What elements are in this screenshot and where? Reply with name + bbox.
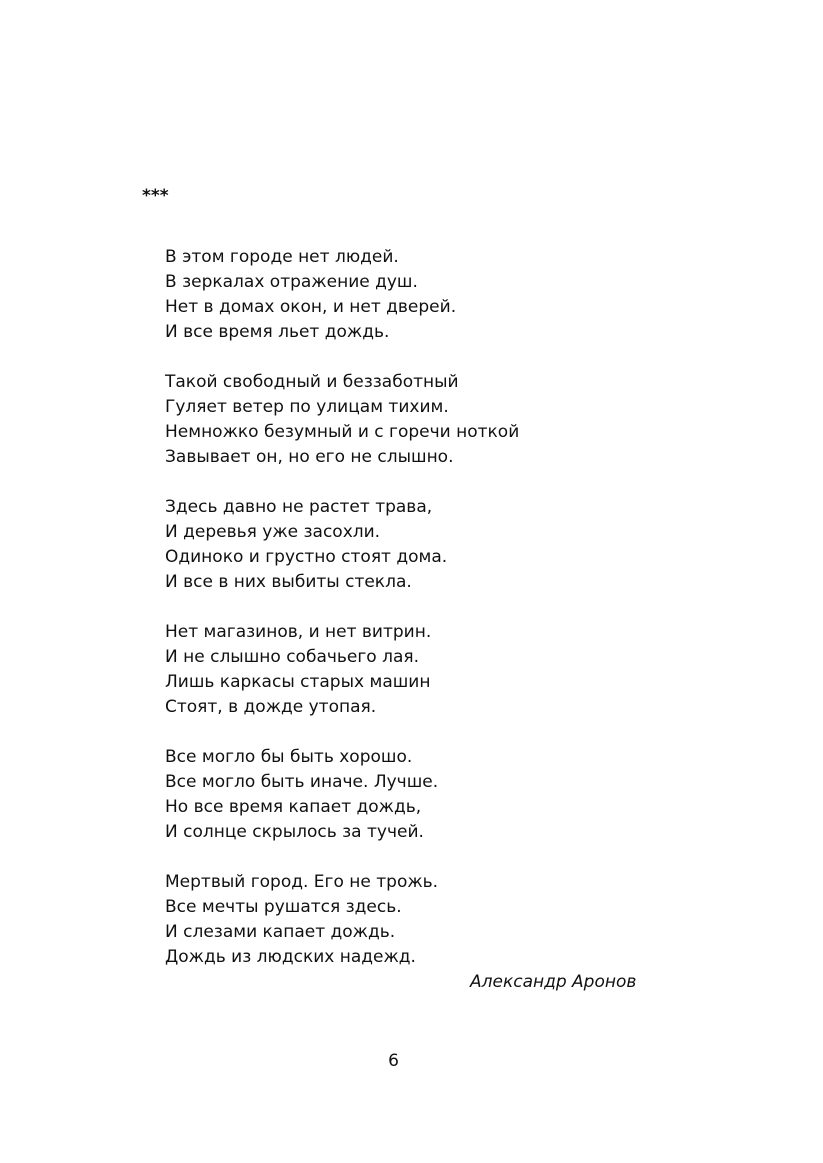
page-number: 6: [388, 1051, 399, 1071]
poem-line: И все в них выбиты стекла.: [165, 572, 412, 592]
poem: [165, 245, 665, 970]
poem-line: Такой свободный и беззаботный: [165, 372, 459, 392]
stanza: [165, 370, 665, 470]
poem-line: Нет магазинов, и нет витрин.: [165, 622, 432, 642]
poem-line: Мертвый город. Его не трожь.: [165, 872, 439, 892]
stanza: [165, 495, 665, 595]
stanza: [165, 745, 665, 845]
stanza: [165, 245, 665, 345]
poem-line: Гуляет ветер по улицам тихим.: [165, 397, 449, 417]
poem-line: Все могло бы быть хорошо.: [165, 747, 413, 767]
stanza: [165, 870, 665, 970]
poem-line: И все время льет дождь.: [165, 322, 390, 342]
poem-line: Лишь каркасы старых машин: [165, 672, 431, 692]
section-separator: ***: [142, 186, 169, 206]
poem-line: Завывает он, но его не слышно.: [165, 447, 454, 467]
poem-line: Немножко безумный и с горечи ноткой: [165, 422, 520, 442]
poem-line: В зеркалах отражение душ.: [165, 272, 418, 292]
poem-line: И солнце скрылось за тучей.: [165, 822, 424, 842]
stanza: [165, 620, 665, 720]
poem-author: Александр Аронов: [470, 972, 637, 992]
poem-line: И слезами капает дождь.: [165, 922, 396, 942]
poem-line: Здесь давно не растет трава,: [165, 497, 433, 517]
poem-line: Дождь из людских надежд.: [165, 947, 416, 967]
poem-line: Нет в домах окон, и нет дверей.: [165, 297, 457, 317]
poem-line: И не слышно собачьего лая.: [165, 647, 420, 667]
poem-line: И деревья уже засохли.: [165, 522, 381, 542]
poem-line: Но все время капает дождь,: [165, 797, 422, 817]
poem-line: Все могло быть иначе. Лучше.: [165, 772, 439, 792]
poem-line: В этом городе нет людей.: [165, 247, 399, 267]
poem-line: Все мечты рушатся здесь.: [165, 897, 402, 917]
poem-line: Одиноко и грустно стоят дома.: [165, 547, 448, 567]
poem-line: Стоят, в дожде утопая.: [165, 697, 377, 717]
